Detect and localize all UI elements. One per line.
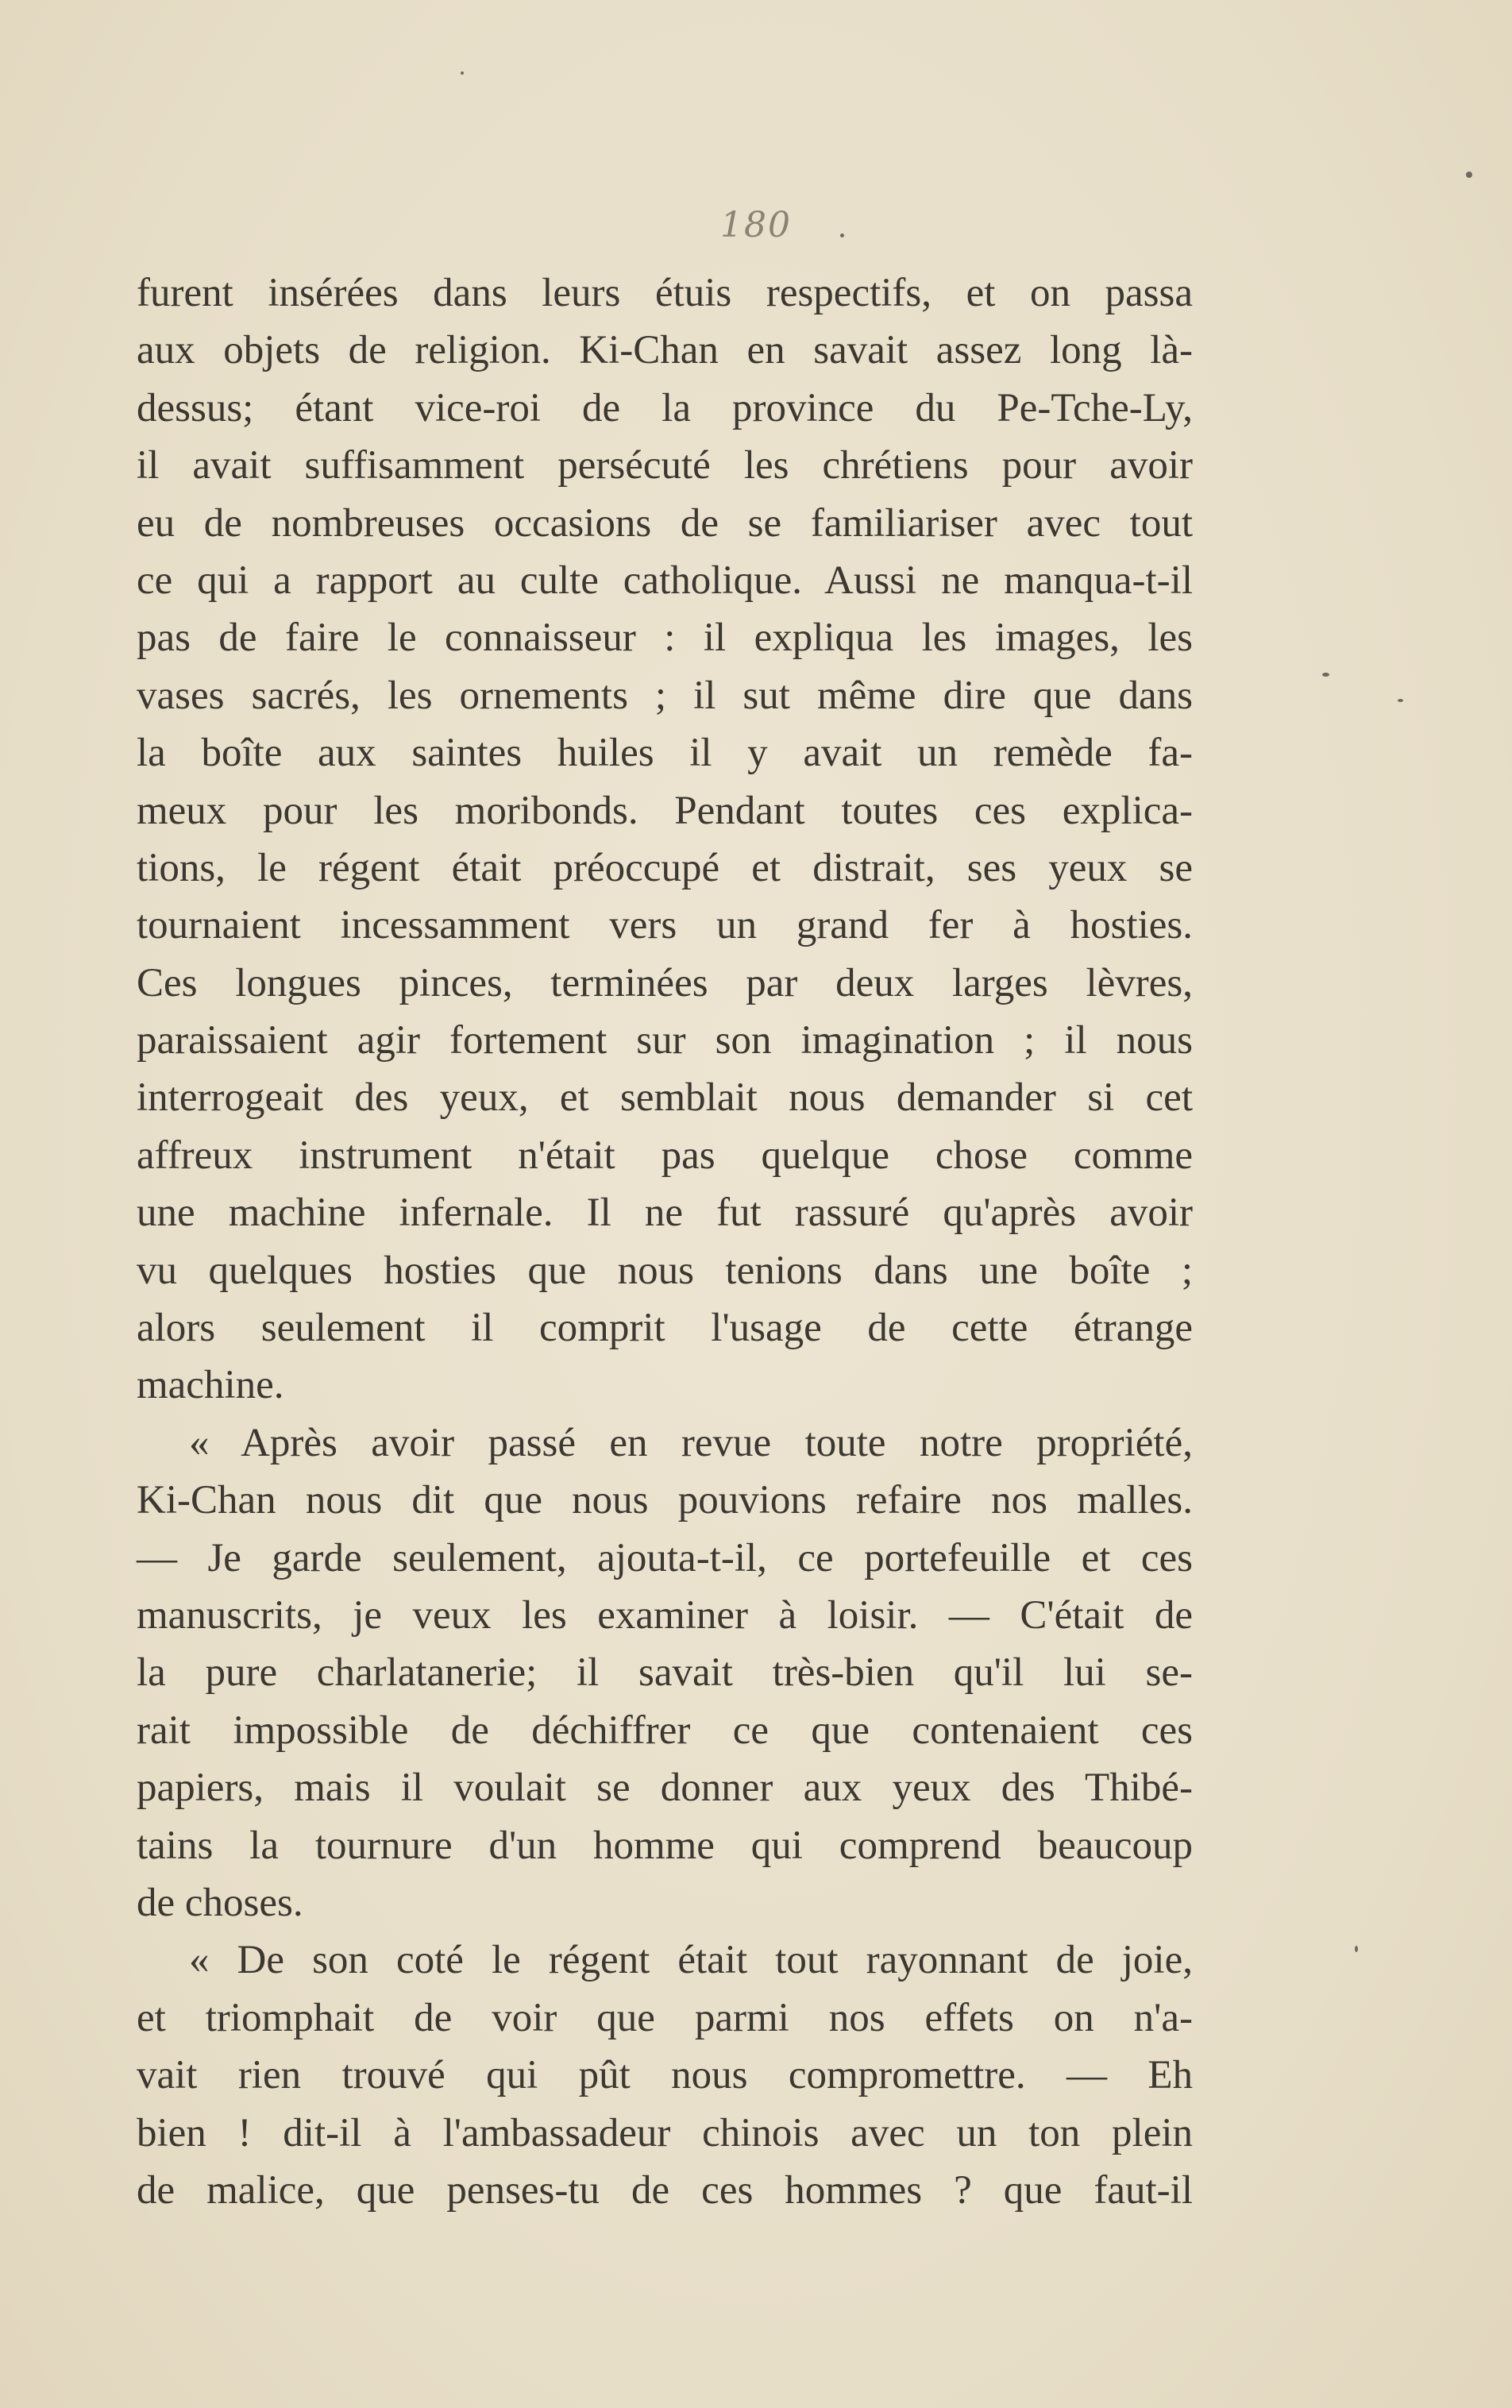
text-line: manuscrits, je veux les examiner à loisir. — C'était de bbox=[137, 1592, 1193, 1638]
paper-speck bbox=[1355, 1946, 1358, 1952]
text-line-paragraph-end: de choses. bbox=[137, 1880, 303, 1925]
body-text bbox=[137, 264, 1193, 2219]
text-line: tains la tournure d'un homme qui comprend beaucoup bbox=[137, 1823, 1193, 1868]
text-line: affreux instrument n'était pas quelque chose comme bbox=[137, 1133, 1193, 1178]
text-line: meux pour les moribonds. Pendant toutes ces explica- bbox=[137, 788, 1193, 833]
text-line: ce qui a rapport au culte catholique. Aussi ne manqua-t-il bbox=[137, 558, 1193, 603]
text-line: de malice, que penses-tu de ces hommes ? que faut-il bbox=[137, 2167, 1193, 2213]
text-line-paragraph-start: « De son coté le régent était tout rayonnant de joie, bbox=[189, 1938, 1193, 1983]
text-line: tournaient incessamment vers un grand fer à hosties. bbox=[137, 903, 1193, 948]
paper-speck bbox=[1398, 699, 1403, 702]
paper-speck bbox=[461, 71, 464, 75]
text-line: rait impossible de déchiffrer ce que contenaient ces bbox=[137, 1708, 1193, 1753]
text-line: tions, le régent était préoccupé et distrait, ses yeux se bbox=[137, 845, 1193, 890]
text-line: eu de nombreuses occasions de se familiariser avec tout bbox=[137, 500, 1193, 546]
text-line: la pure charlatanerie; il savait très-bien qu'il lui se- bbox=[137, 1650, 1193, 1696]
text-line: papiers, mais il voulait se donner aux yeux des Thibé- bbox=[137, 1765, 1193, 1811]
page-number: 180 bbox=[720, 205, 792, 245]
text-line: dessus; étant vice-roi de la province du Pe-Tche-Ly, bbox=[137, 385, 1193, 430]
text-line: interrogeait des yeux, et semblait nous demander si cet bbox=[137, 1075, 1193, 1121]
text-line: vait rien trouvé qui pût nous compromettre. — Eh bbox=[137, 2053, 1193, 2098]
text-line: bien ! dit-il à l'ambassadeur chinois avec un ton plein bbox=[137, 2110, 1193, 2155]
text-line-paragraph-start: « Après avoir passé en revue toute notre propriété, bbox=[189, 1420, 1193, 1465]
text-line: une machine infernale. Il ne fut rassuré qu'après avoir bbox=[137, 1190, 1193, 1236]
text-line: pas de faire le connaisseur : il expliqua les images, les bbox=[137, 616, 1193, 661]
text-line-paragraph-end: machine. bbox=[137, 1363, 284, 1408]
text-line: furent insérées dans leurs étuis respectifs, et on passa bbox=[137, 271, 1193, 315]
text-line: il avait suffisamment persécuté les chrétiens pour avoir bbox=[137, 443, 1193, 488]
paper-speck bbox=[1466, 172, 1472, 178]
text-line: aux objets de religion. Ki-Chan en savait assez long là- bbox=[137, 328, 1193, 373]
text-line: vases sacrés, les ornements ; il sut même dire que dans bbox=[137, 673, 1193, 718]
paper-speck bbox=[840, 233, 844, 237]
text-line: paraissaient agir fortement sur son imagination ; il nous bbox=[137, 1018, 1193, 1063]
text-line: la boîte aux saintes huiles il y avait un remède fa- bbox=[137, 731, 1193, 776]
text-line: — Je garde seulement, ajouta-t-il, ce portefeuille et ces bbox=[137, 1535, 1193, 1580]
text-line: vu quelques hosties que nous tenions dans une boîte ; bbox=[137, 1248, 1193, 1293]
text-line: et triomphait de voir que parmi nos effets on n'a- bbox=[137, 1995, 1193, 2040]
text-line: Ki-Chan nous dit que nous pouvions refaire nos malles. bbox=[137, 1478, 1193, 1523]
text-line: Ces longues pinces, terminées par deux larges lèvres, bbox=[137, 960, 1193, 1005]
text-line: alors seulement il comprit l'usage de cette étrange bbox=[137, 1306, 1193, 1351]
paper-speck bbox=[1322, 673, 1329, 677]
